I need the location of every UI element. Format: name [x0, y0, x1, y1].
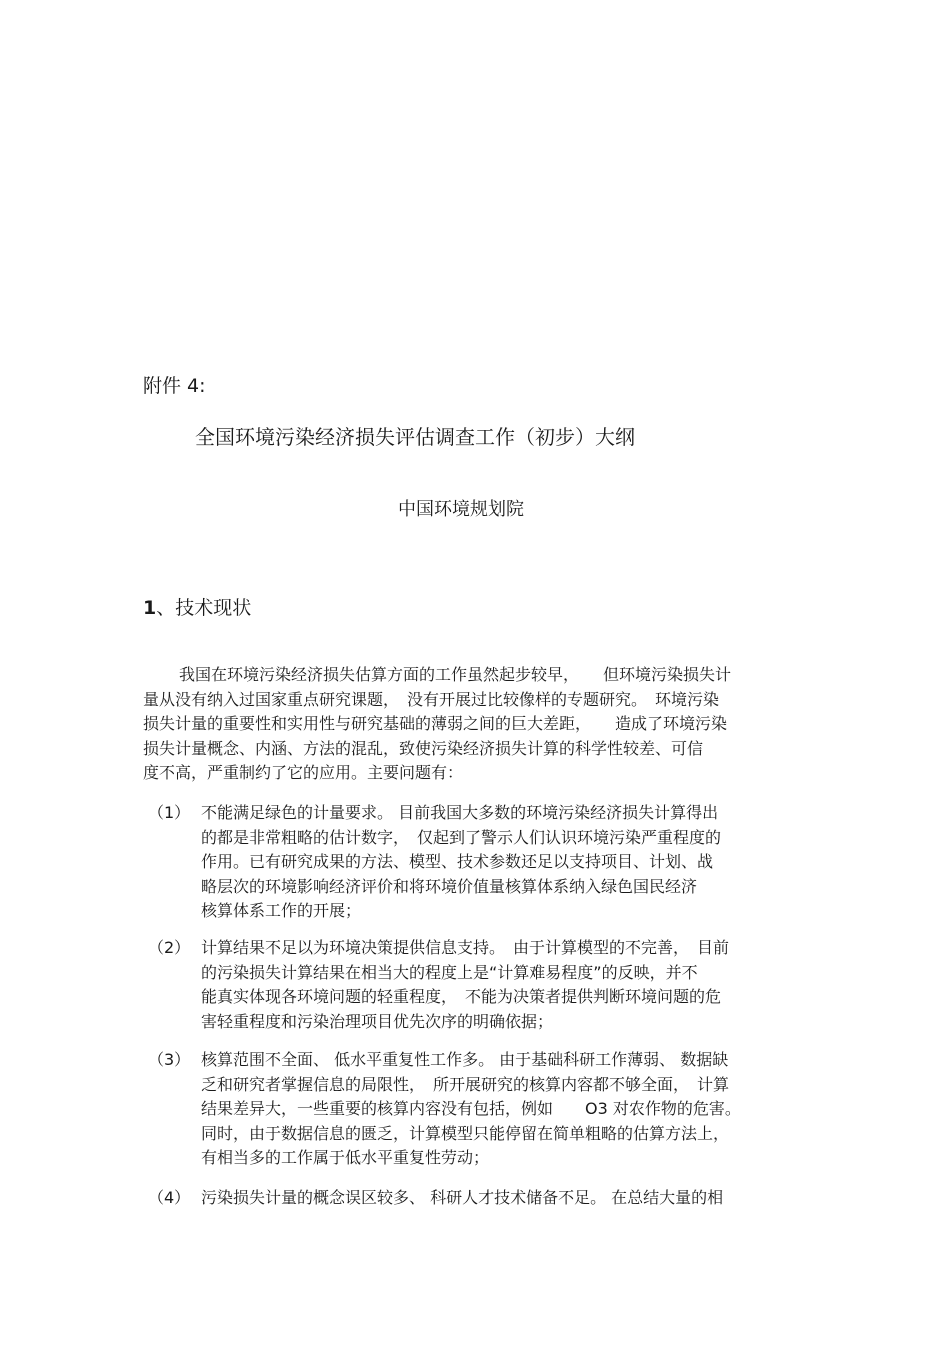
list-item-line: 有相当多的工作属于低水平重复性劳动；	[201, 1148, 490, 1168]
list-item-line: 污染损失计量的概念误区较多、 科研人才技术储备不足。 在总结大量的相	[201, 1188, 724, 1207]
list-item-line: 能真实体现各环境问题的轻重程度， 不能为决策者提供判断环境问题的危	[201, 987, 722, 1007]
intro-line: 损失计量概念、内涵、方法的混乱，致使污染经济损失计算的科学性较差、可信	[143, 738, 704, 758]
list-item-text	[201, 1048, 741, 1171]
list-item-number: （1）	[148, 803, 191, 822]
list-item-text	[201, 801, 721, 924]
intro-line: 度不高，严重制约了它的应用。主要问题有：	[143, 763, 464, 783]
list-item-line: 核算体系工作的开展；	[201, 901, 362, 921]
list-item-line: 害轻重程度和污染治理项目优先次序的明确依据；	[201, 1011, 554, 1031]
list-item-line: 核算范围不全面、 低水平重复性工作多。 由于基础科研工作薄弱、 数据缺	[201, 1050, 729, 1069]
intro-line: 我国在环境污染经济损失估算方面的工作虽然起步较早， 但环境污染损失计	[179, 665, 732, 684]
list-item-number: （3）	[148, 1050, 191, 1069]
list-item-line: 乏和研究者掌握信息的局限性， 所开展研究的核算内容都不够全面， 计算	[201, 1074, 730, 1094]
organization-name: 中国环境规划院	[398, 499, 524, 520]
list-item-line: 同时，由于数据信息的匮乏，计算模型只能停留在简单粗略的估算方法上，	[201, 1123, 730, 1143]
list-item-line: 略层次的环境影响经济评价和将环境价值量核算体系纳入绿色国民经济	[201, 876, 698, 896]
list-item-number: （4）	[148, 1188, 191, 1207]
list-item-line: 计算结果不足以为环境决策提供信息支持。 由于计算模型的不完善， 目前	[201, 938, 730, 957]
section-number: 1	[143, 597, 157, 619]
list-item-line: 的都是非常粗略的估计数字， 仅起到了警示人们认识环境污染严重程度的	[201, 827, 722, 847]
section-heading	[143, 593, 251, 620]
list-item-line: 作用。已有研究成果的方法、模型、技术参数还足以支持项目、计划、战	[201, 852, 714, 872]
list-item-text	[201, 936, 729, 1034]
attachment-label: 附件 4:	[143, 375, 206, 397]
list-item-text	[201, 1186, 723, 1211]
intro-paragraph	[143, 663, 731, 786]
intro-line: 量从没有纳入过国家重点研究课题， 没有开展过比较像样的专题研究。 环境污染	[143, 689, 720, 709]
list-item-line: 不能满足绿色的计量要求。 目前我国大多数的环境污染经济损失计算得出	[201, 803, 719, 822]
intro-line: 损失计量的重要性和实用性与研究基础的薄弱之间的巨大差距， 造成了环境污染	[143, 714, 728, 734]
section-title: 、技术现状	[156, 597, 252, 619]
list-item-line: 结果差异大，一些重要的核算内容没有包括，例如 O3 对农作物的危害。	[201, 1099, 741, 1119]
list-item-number: （2）	[148, 938, 191, 957]
list-item-line: 的污染损失计算结果在相当大的程度上是“计算难易程度”的反映，并不	[201, 962, 698, 982]
document-title: 全国环境污染经济损失评估调查工作（初步）大纲	[195, 425, 635, 449]
